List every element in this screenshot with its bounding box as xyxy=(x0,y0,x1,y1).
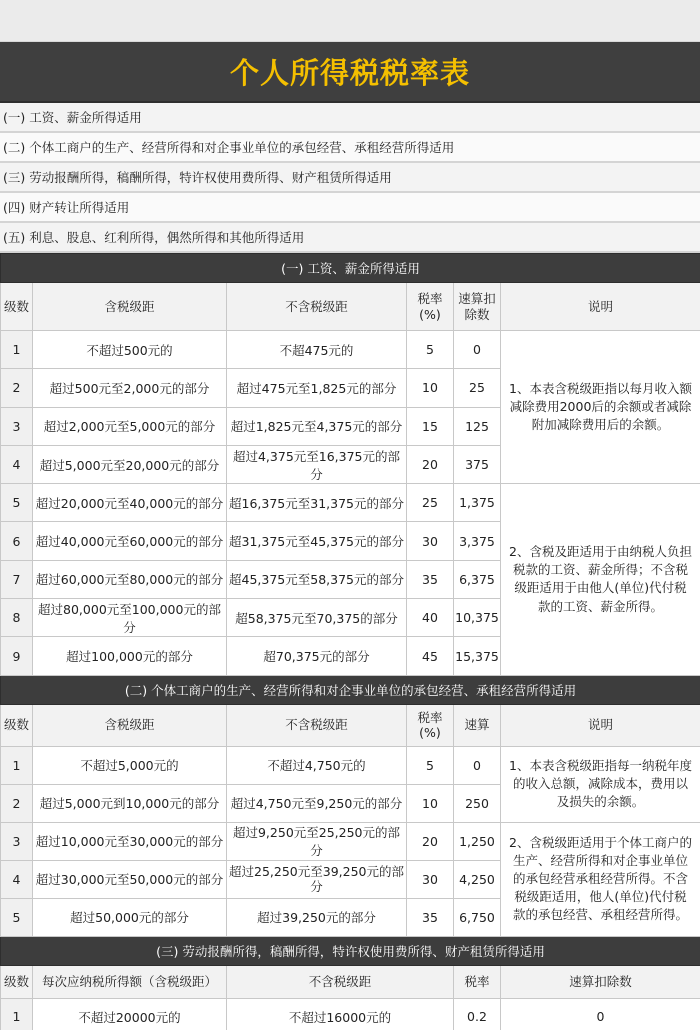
header-taxable: 每次应纳税所得额（含税级距） xyxy=(33,965,227,998)
section3-header-row xyxy=(1,965,700,998)
header-rate: 税率(%) xyxy=(407,704,454,746)
section2-heading-row xyxy=(1,675,700,704)
cell-nontaxable: 超过475元至1,825元的部分 xyxy=(227,369,407,407)
cell-quick: 6,375 xyxy=(454,560,501,598)
cell-taxable: 超过5,000元到10,000元的部分 xyxy=(33,784,227,822)
cell-rate: 40 xyxy=(407,599,454,637)
title-banner xyxy=(0,41,700,103)
category-item-3: (三) 劳动报酬所得，稿酬所得，特许权使用费所得、财产租赁所得适用 xyxy=(0,163,700,193)
cell-nontaxable: 超过25,250元至39,250元的部分 xyxy=(227,860,407,898)
cell-quick: 6,750 xyxy=(454,898,501,936)
section1-heading: (一) 工资、薪金所得适用 xyxy=(1,254,700,283)
cell-taxable: 超过5,000元至20,000元的部分 xyxy=(33,445,227,483)
header-level: 级数 xyxy=(1,965,33,998)
category-list xyxy=(0,103,700,253)
cell-taxable: 超过40,000元至60,000元的部分 xyxy=(33,522,227,560)
cell-rate: 35 xyxy=(407,560,454,598)
cell-taxable: 超过50,000元的部分 xyxy=(33,898,227,936)
cell-taxable: 超过10,000元至30,000元的部分 xyxy=(33,822,227,860)
cell-quick: 1,250 xyxy=(454,822,501,860)
header-level: 级数 xyxy=(1,283,33,331)
cell-level: 7 xyxy=(1,560,33,598)
cell-rate: 35 xyxy=(407,898,454,936)
header-quick-deduction: 速算扣除数 xyxy=(501,965,700,998)
section2-header-row xyxy=(1,704,700,746)
cell-level: 5 xyxy=(1,484,33,522)
header-description: 说明 xyxy=(501,283,700,331)
cell-taxable: 不超过500元的 xyxy=(33,331,227,369)
section2-note-2: 2、含税级距适用于个体工商户的生产、经营所得和对企事业单位的承包经营承租经营所得。不含税级距适用，他人(单位)代付税款的承包经营、承租经营所得。 xyxy=(501,822,700,936)
cell-quick: 15,375 xyxy=(454,637,501,675)
header-description: 说明 xyxy=(501,704,700,746)
cell-rate: 30 xyxy=(407,860,454,898)
cell-quick: 1,375 xyxy=(454,484,501,522)
cell-level: 9 xyxy=(1,637,33,675)
cell-nontaxable: 不超过4,750元的 xyxy=(227,746,407,784)
cell-rate: 20 xyxy=(407,445,454,483)
cell-quick: 0 xyxy=(454,331,501,369)
cell-nontaxable: 超过39,250元的部分 xyxy=(227,898,407,936)
cell-taxable: 超过60,000元至80,000元的部分 xyxy=(33,560,227,598)
header-rate: 税率(%) xyxy=(407,283,454,331)
cell-level: 3 xyxy=(1,822,33,860)
cell-taxable: 不超过5,000元的 xyxy=(33,746,227,784)
page-title: 个人所得税税率表 xyxy=(229,56,470,90)
section2-note-1: 1、本表含税级距指每一纳税年度的收入总额，减除成本，费用以及损失的余额。 xyxy=(501,746,700,822)
category-item-2: (二) 个体工商户的生产、经营所得和对企事业单位的承包经营、承租经营所得适用 xyxy=(0,133,700,163)
cell-taxable: 超过80,000元至100,000元的部分 xyxy=(33,599,227,637)
cell-level: 1 xyxy=(1,746,33,784)
cell-nontaxable: 超58,375元至70,375的部分 xyxy=(227,599,407,637)
section2-heading: (二) 个体工商户的生产、经营所得和对企事业单位的承包经营、承租经营所得适用 xyxy=(1,675,700,704)
cell-taxable: 不超过20000元的 xyxy=(33,998,227,1030)
cell-level: 1 xyxy=(1,331,33,369)
cell-nontaxable: 超过4,375元至16,375元的部分 xyxy=(227,445,407,483)
cell-quick: 0 xyxy=(501,998,700,1030)
section1-header-row xyxy=(1,283,700,331)
cell-rate: 20 xyxy=(407,822,454,860)
cell-nontaxable: 不超过16000元的 xyxy=(227,998,454,1030)
table-row xyxy=(1,484,700,522)
category-item-5: (五) 利息、股息、红利所得，偶然所得和其他所得适用 xyxy=(0,223,700,253)
cell-rate: 30 xyxy=(407,522,454,560)
cell-nontaxable: 超31,375元至45,375元的部分 xyxy=(227,522,407,560)
cell-rate: 5 xyxy=(407,746,454,784)
header-taxable: 含税级距 xyxy=(33,283,227,331)
section1-note-2: 2、含税及距适用于由纳税人负担税款的工资、薪金所得；不含税级距适用于由他人(单位)代付税款的工资、薪金所得。 xyxy=(501,484,700,675)
cell-nontaxable: 超16,375元至31,375元的部分 xyxy=(227,484,407,522)
cell-nontaxable: 超45,375元至58,375元的部分 xyxy=(227,560,407,598)
section1-note-1: 1、本表含税级距指以每月收入额减除费用2000后的余额或者减除附加减除费用后的余额。 xyxy=(501,331,700,484)
cell-level: 4 xyxy=(1,860,33,898)
cell-nontaxable: 超过4,750元至9,250元的部分 xyxy=(227,784,407,822)
cell-level: 6 xyxy=(1,522,33,560)
section1-heading-row xyxy=(1,254,700,283)
cell-quick: 0 xyxy=(454,746,501,784)
cell-taxable: 超过30,000元至50,000元的部分 xyxy=(33,860,227,898)
cell-nontaxable: 不超475元的 xyxy=(227,331,407,369)
cell-quick: 25 xyxy=(454,369,501,407)
cell-rate: 10 xyxy=(407,784,454,822)
cell-rate: 10 xyxy=(407,369,454,407)
header-quick-deduction: 速算扣除数 xyxy=(454,283,501,331)
cell-quick: 250 xyxy=(454,784,501,822)
table-row xyxy=(1,331,700,369)
cell-nontaxable: 超70,375元的部分 xyxy=(227,637,407,675)
cell-rate: 25 xyxy=(407,484,454,522)
header-nontaxable: 不含税级距 xyxy=(227,704,407,746)
cell-level: 3 xyxy=(1,407,33,445)
header-nontaxable: 不含税级距 xyxy=(227,965,454,998)
table-row xyxy=(1,998,700,1030)
cell-level: 2 xyxy=(1,784,33,822)
cell-quick: 125 xyxy=(454,407,501,445)
cell-level: 8 xyxy=(1,599,33,637)
section3-heading-row xyxy=(1,936,700,965)
cell-quick: 3,375 xyxy=(454,522,501,560)
header-nontaxable: 不含税级距 xyxy=(227,283,407,331)
tax-table xyxy=(0,253,700,1030)
header-quick-deduction: 速算 xyxy=(454,704,501,746)
category-item-4: (四) 财产转让所得适用 xyxy=(0,193,700,223)
header-level: 级数 xyxy=(1,704,33,746)
header-rate: 税率 xyxy=(454,965,501,998)
cell-nontaxable: 超过1,825元至4,375元的部分 xyxy=(227,407,407,445)
category-item-1: (一) 工资、薪金所得适用 xyxy=(0,103,700,133)
cell-level: 2 xyxy=(1,369,33,407)
section3-heading: (三) 劳动报酬所得，稿酬所得，特许权使用费所得、财产租赁所得适用 xyxy=(1,936,700,965)
cell-taxable: 超过500元至2,000元的部分 xyxy=(33,369,227,407)
table-row xyxy=(1,746,700,784)
cell-quick: 10,375 xyxy=(454,599,501,637)
cell-level: 4 xyxy=(1,445,33,483)
cell-rate: 0.2 xyxy=(454,998,501,1030)
cell-taxable: 超过2,000元至5,000元的部分 xyxy=(33,407,227,445)
cell-taxable: 超过20,000元至40,000元的部分 xyxy=(33,484,227,522)
cell-taxable: 超过100,000元的部分 xyxy=(33,637,227,675)
cell-nontaxable: 超过9,250元至25,250元的部分 xyxy=(227,822,407,860)
table-row xyxy=(1,822,700,860)
cell-level: 1 xyxy=(1,998,33,1030)
cell-rate: 15 xyxy=(407,407,454,445)
cell-level: 5 xyxy=(1,898,33,936)
cell-quick: 4,250 xyxy=(454,860,501,898)
header-taxable: 含税级距 xyxy=(33,704,227,746)
top-margin xyxy=(0,0,700,41)
cell-quick: 375 xyxy=(454,445,501,483)
cell-rate: 45 xyxy=(407,637,454,675)
cell-rate: 5 xyxy=(407,331,454,369)
